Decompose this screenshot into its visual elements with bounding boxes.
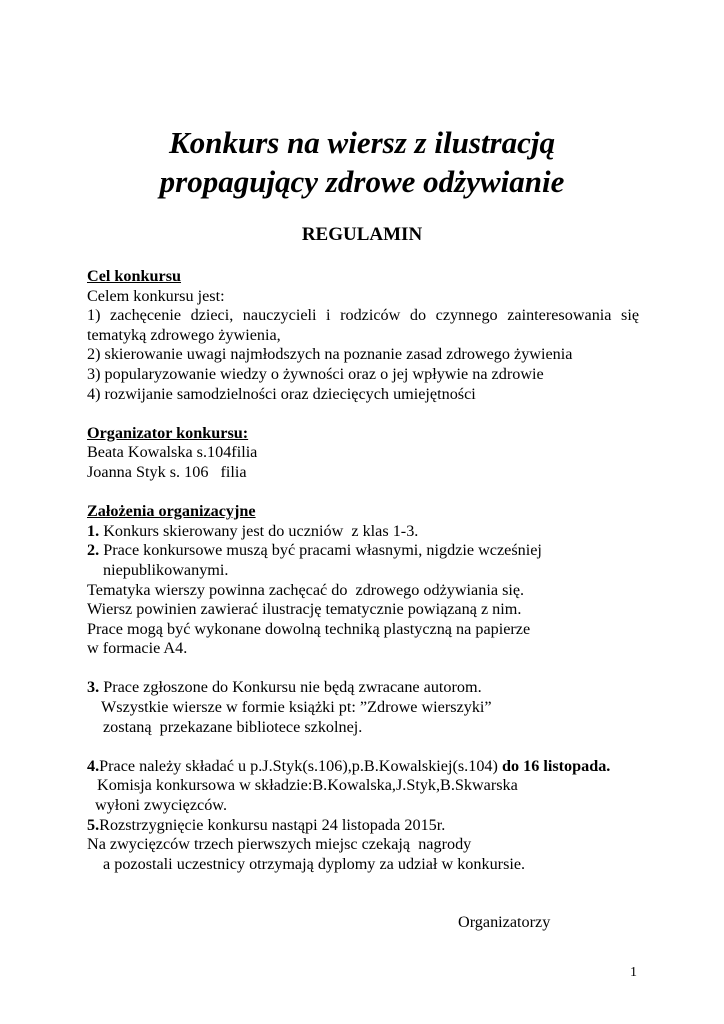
signature: Organizatorzy <box>458 913 551 931</box>
point-4-number: 4. <box>87 756 100 775</box>
section-heading-zalozenia: Założenia organizacyjne <box>87 502 256 521</box>
title-line-2: propagujący zdrowe odżywianie <box>159 164 565 199</box>
point-4-text: Prace należy składać u p.J.Styk(s.106),p.B.Kowalskiej(s.104) <box>99 756 502 775</box>
cel-item: 3) popularyzowanie wiedzy o żywności oraz o jej wpływie na zdrowie <box>87 364 544 383</box>
point-3-number: 3. <box>87 678 100 697</box>
point-3-text: Prace zgłoszone do Konkursu nie będą zwracane autorom. <box>99 678 482 697</box>
point-2-text: Prace konkursowe muszą być pracami własnymi, nigdzie wcześniej <box>99 541 542 560</box>
point-5 <box>87 816 639 836</box>
point-4-line: Komisja konkursowa w składzie:B.Kowalska,J.Styk,B.Skwarska <box>97 776 518 795</box>
cel-intro: Celem konkursu jest: <box>87 286 225 305</box>
point-3-line: zostaną przekazane bibliotece szkolnej. <box>103 717 363 736</box>
point-5-text: Rozstrzygnięcie konkursu nastąpi 24 listopada 2015r. <box>99 815 446 834</box>
point-1-text: Konkurs skierowany jest do uczniów z klas 1-3. <box>99 521 419 540</box>
point-3 <box>87 678 639 698</box>
title-line-1: Konkurs na wiersz z ilustracją <box>169 125 555 160</box>
cel-item: 1) zachęcenie dzieci, nauczycieli i rodziców do czynnego zainteresowania się <box>87 306 639 325</box>
cel-item: tematyką zdrowego żywienia, <box>87 325 281 344</box>
organizator-line: Beata Kowalska s.104filia <box>87 443 258 462</box>
point-2-line: w formacie A4. <box>87 639 188 658</box>
page-number: 1 <box>630 965 637 980</box>
organizator-line: Joanna Styk s. 106 filia <box>87 462 247 481</box>
cel-item: 2) skierowanie uwagi najmłodszych na poznanie zasad zdrowego żywienia <box>87 345 573 364</box>
section-heading-cel: Cel konkursu <box>87 267 182 285</box>
point-1 <box>87 522 639 542</box>
point-4-line: wyłoni zwycięzców. <box>95 796 227 815</box>
point-2-line: Tematyka wierszy powinna zachęcać do zdrowego odżywiania się. <box>87 580 525 599</box>
subtitle: REGULAMIN <box>301 224 423 245</box>
point-2-number: 2. <box>87 541 100 560</box>
point-5-line: Na zwycięzców trzech pierwszych miejsc czekają nagrody <box>87 835 472 854</box>
point-5-number: 5. <box>87 815 100 834</box>
point-2 <box>87 541 639 561</box>
point-1-number: 1. <box>87 521 100 540</box>
point-4-deadline: do 16 listopada. <box>501 756 611 775</box>
cel-item: 4) rozwijanie samodzielności oraz dziecięcych umiejętności <box>87 384 476 403</box>
point-2-continuation: niepublikowanymi. <box>103 560 229 579</box>
point-4 <box>87 757 639 777</box>
section-heading-organizator: Organizator konkursu: <box>87 423 249 442</box>
point-3-line: Wszystkie wiersze w formie książki pt: ”Zdrowe wierszyki” <box>101 698 492 717</box>
document-body <box>87 267 639 874</box>
point-2-line: Wiersz powinien zawierać ilustrację tematycznie powiązaną z nim. <box>87 600 522 619</box>
point-5-line: a pozostali uczestnicy otrzymają dyplomy za udział w konkursie. <box>103 854 526 873</box>
point-2-line: Prace mogą być wykonane dowolną techniką plastyczną na papierze <box>87 619 531 638</box>
